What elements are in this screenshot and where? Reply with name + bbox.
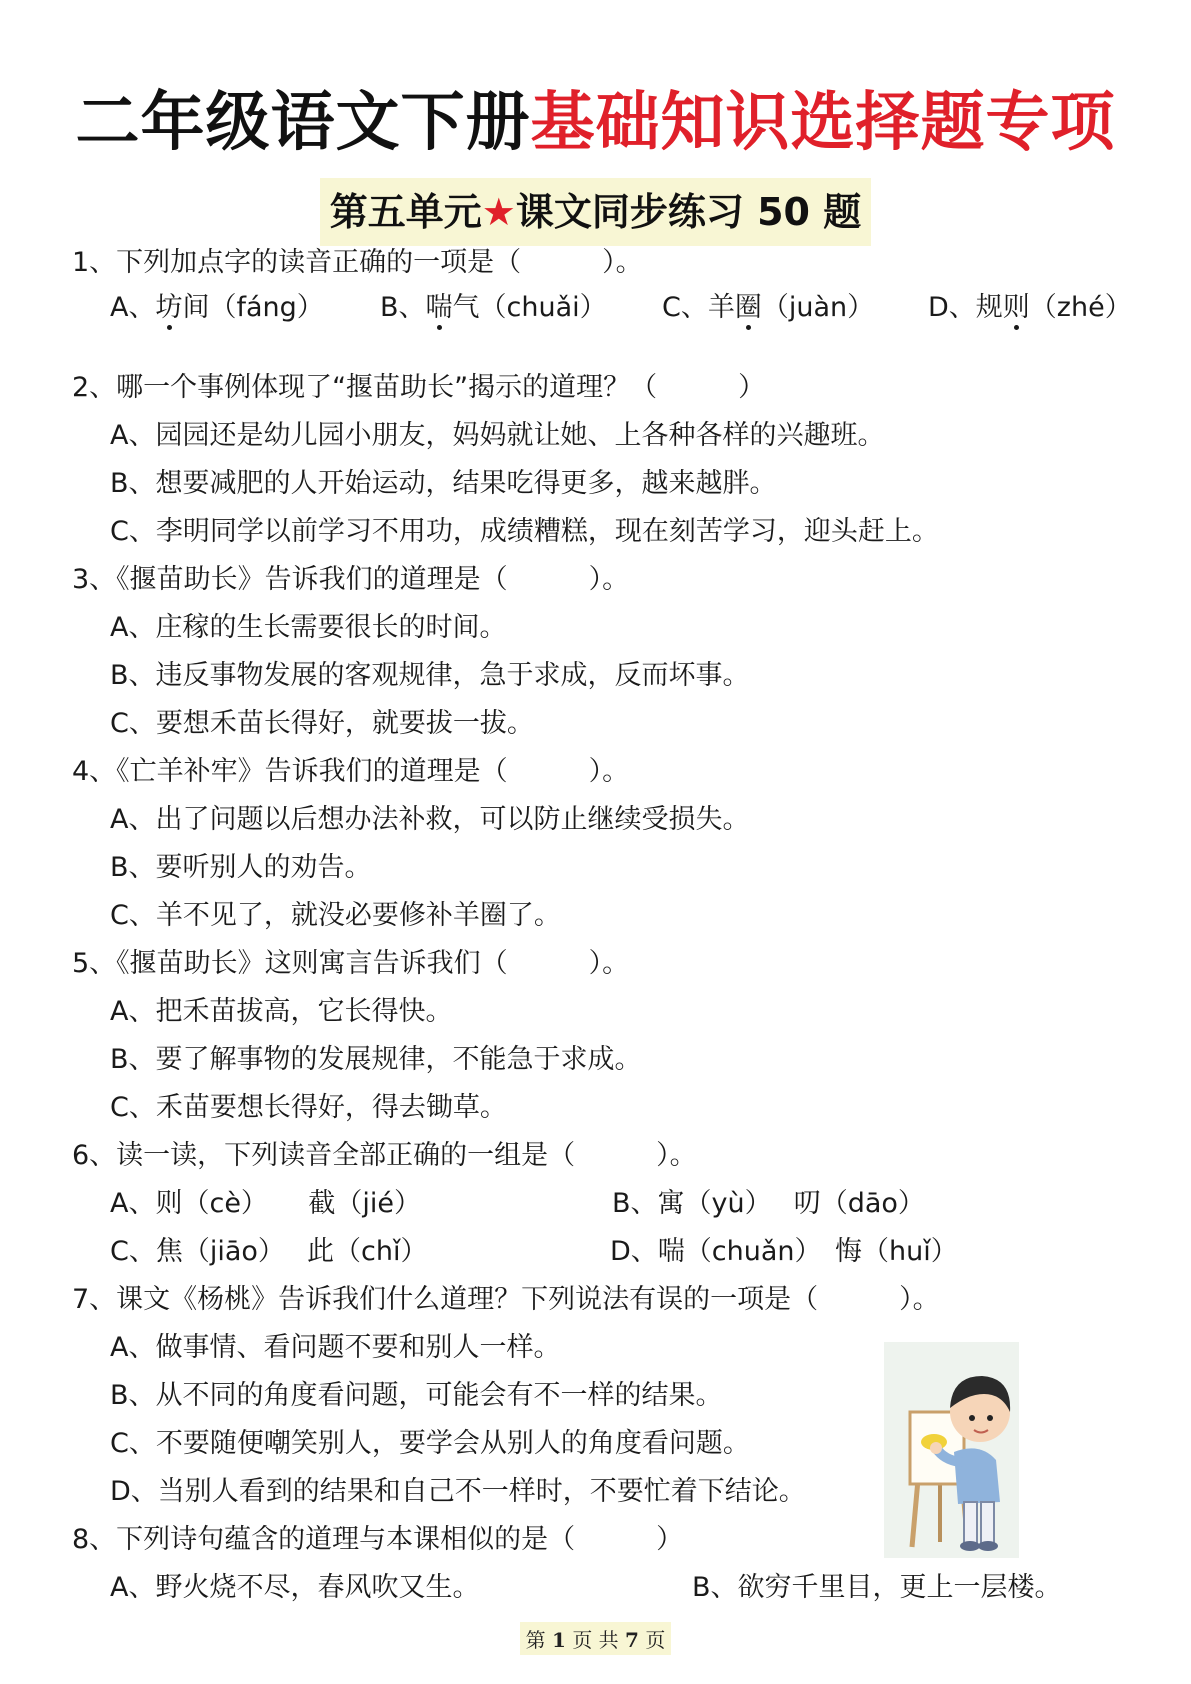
question-1-stem: 1、下列加点字的读音正确的一项是（ ）。 xyxy=(72,247,643,278)
question-8-stem: 8、下列诗句蕴含的道理与本课相似的是（ ） xyxy=(72,1524,684,1555)
question-5-option-a: A、把禾苗拔高，它长得快。 xyxy=(110,996,453,1027)
page-title xyxy=(0,78,1191,168)
question-7-option-a: A、做事情、看问题不要和别人一样。 xyxy=(110,1332,561,1363)
question-2-option-b: B、想要减肥的人开始运动，结果吃得更多，越来越胖。 xyxy=(110,468,777,499)
question-1-option-d: D、规则（zhé） xyxy=(928,288,1132,328)
question-2-option-c: C、李明同学以前学习不用功，成绩糟糕，现在刻苦学习，迎头赶上。 xyxy=(110,516,939,547)
subtitle xyxy=(320,178,871,246)
question-1-option-c: C、羊圈（juàn） xyxy=(662,288,874,328)
question-4-option-b: B、要听别人的劝告。 xyxy=(110,852,372,883)
boy-easel-icon xyxy=(884,1342,1019,1558)
subtitle-unit: 第五单元 xyxy=(329,190,482,234)
question-3-option-a: A、庄稼的生长需要很长的时间。 xyxy=(110,612,507,643)
question-8-option-b: B、欲穷千里目，更上一层楼。 xyxy=(692,1572,1062,1603)
question-5-option-b: B、要了解事物的发展规律，不能急于求成。 xyxy=(110,1044,642,1075)
question-6-option-b: B、寓（yù） 叨（dāo） xyxy=(612,1188,925,1219)
question-4-stem: 4、《亡羊补牢》告诉我们的道理是（ ）。 xyxy=(72,756,630,787)
star-icon: ★ xyxy=(481,190,516,234)
boy-painting-illustration xyxy=(884,1342,1019,1558)
question-7-stem: 7、课文《杨桃》告诉我们什么道理？下列说法有误的一项是（ ）。 xyxy=(72,1284,940,1315)
question-6-option-d: D、喘（chuǎn） 悔（huǐ） xyxy=(610,1236,958,1267)
question-4-option-a: A、出了问题以后想办法补救，可以防止继续受损失。 xyxy=(110,804,750,835)
question-2-stem: 2、哪一个事例体现了“揠苗助长”揭示的道理？（ ） xyxy=(72,372,766,403)
question-1-option-a: A、坊间（fáng） xyxy=(110,288,324,328)
question-6-option-c: C、焦（jiāo） 此（chǐ） xyxy=(110,1236,428,1267)
title-part-1: 二年级语文下册 xyxy=(75,86,531,160)
question-3-option-c: C、要想禾苗长得好，就要拔一拔。 xyxy=(110,708,534,739)
page-footer xyxy=(0,1622,1191,1655)
question-5-stem: 5、《揠苗助长》这则寓言告诉我们（ ）。 xyxy=(72,948,630,979)
question-4-option-c: C、羊不见了，就没必要修补羊圈了。 xyxy=(110,900,561,931)
question-8-option-a: A、野火烧不尽，春风吹又生。 xyxy=(110,1572,480,1603)
page-number: 第 1 页 共 7 页 xyxy=(520,1622,672,1655)
question-3-option-b: B、违反事物发展的客观规律，急于求成，反而坏事。 xyxy=(110,660,750,691)
question-6-option-a: A、则（cè） 截（jié） xyxy=(110,1188,422,1219)
question-7-option-b: B、从不同的角度看问题，可能会有不一样的结果。 xyxy=(110,1380,723,1411)
question-5-option-c: C、禾苗要想长得好，得去锄草。 xyxy=(110,1092,507,1123)
question-3-stem: 3、《揠苗助长》告诉我们的道理是（ ）。 xyxy=(72,564,630,595)
question-2-option-a: A、园园还是幼儿园小朋友，妈妈就让她、上各种各样的兴趣班。 xyxy=(110,420,885,451)
question-6-stem: 6、读一读，下列读音全部正确的一组是（ ）。 xyxy=(72,1140,697,1171)
question-1-option-b: B、喘气（chuǎi） xyxy=(380,288,607,328)
question-7-option-d: D、当别人看到的结果和自己不一样时，不要忙着下结论。 xyxy=(110,1476,806,1507)
subtitle-text: 课文同步练习 50 题 xyxy=(515,190,862,234)
title-part-2: 基础知识选择题专项 xyxy=(530,86,1116,160)
question-7-option-c: C、不要随便嘲笑别人，要学会从别人的角度看问题。 xyxy=(110,1428,750,1459)
